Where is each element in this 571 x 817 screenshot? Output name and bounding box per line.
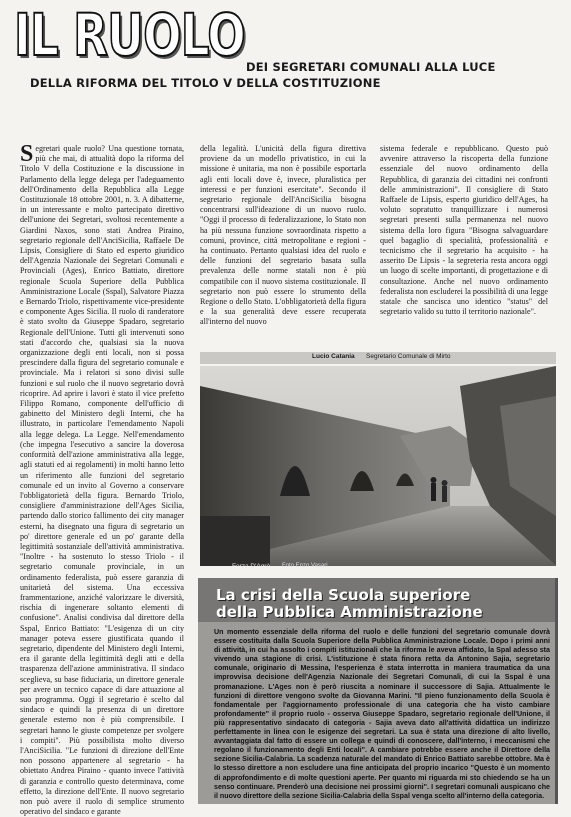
photo-caption: Forza D'Agrò [232, 563, 271, 570]
sidebar-text: Un momento essenziale della riforma del ruolo e delle funzioni del segretario comunale dovrà essere costituita dalla Scuola Superiore della Pubblica Amministrazione Locale. Dopo i primi anni di attività, in cui ha assolto i compiti istituzionali che la riforma le aveva affidato, la Spal adesso sta vivendo una stagione di crisi. L'istituzione è stata finora retta da Antonino Sajia, segretario comunale, originario di Messina, l'esperienza è stata interrotta in maniera traumatica da una improvvisa decisione dell'Agenzia Nazionale dei Segretari Comunali, di cui la Sspal è una promanazione. L'Ages non è però riuscita a nominare il successore di Sajia. Attualmente le funzioni di direttore vengono svolte da Giovanna Marini. "Il pieno funzionamento della Scuola è fondamentale per l'aggiornamento professionale di una categoria che ha visto cambiare profondamente" il proprio ruolo - osserva Giuseppe Spadaro, segretario regionale dell'Unione, il più rappresentativo sindacato di categoria - Sajia aveva dato all'attività didattica un indirizzo perfettamente in linea con le esigenze dei segretari. La sua è stata una direzione di alto livello, avvantaggiata dal fatto di essere un collega e quindi di conoscere, dall'interno, i meccanismi che regolano il funzionamento degli Enti locali". A cambiare potrebbe essere anche il Direttore della sezione Sicilia-Calabria. La scadenza naturale del mandato di Enrico Battiato sarebbe ottobre. Ma è lo stesso direttore a non escludere una fine anticipata del proprio incarico "Questo è un momento di approfondimento e di molte questioni aperte. Per quanto mi riguarda mi sto chiedendo se ha un senso continuare. Prenderò una decisione nei prossimi giorni". I segretari comunali auspicano che il nuovo direttore della sezione Sicilia-Calabria della Sspal venga scelto all'interno della categoria. [214, 628, 550, 800]
drop-cap: S [20, 141, 34, 167]
photo-illustration [200, 366, 556, 566]
headline-line-2: DELLA RIFORMA DEL TITOLO V DELLA COSTITUZIONE [30, 76, 381, 90]
author-role: Segretario Comunale di Mirto [366, 353, 451, 360]
author-name: Lucio Catania [312, 353, 355, 360]
sidebar-shadow-edge [555, 578, 558, 804]
sidebar-title-line-1: La crisi della Scuola superiore [216, 586, 471, 604]
article-column-1 [20, 141, 184, 817]
headline-line-1: DEI SEGRETARI COMUNALI ALLA LUCE [246, 60, 496, 74]
sidebar-title-line-2: della Pubblica Amministrazione [216, 603, 483, 621]
headline-main: IL RUOLO [14, 1, 245, 69]
article-column-2: della legalità. L'unicità della figura direttiva proviene da un modello privatistico, in cui la missione è unitaria, ma non è possibile esportarla agli enti locali dove è, invece, pluralistica per interessi e per funzioni esercitate". Secondo il segretario regionale dell'AnciSicilia bisogna concentrarsi sull'ideazione di un nuovo ruolo. "Oggi il processo di federalizzazione, lo Stato non ha più nessuna funzione sovraordinata rispetto a comuni, province, città metropolitane e regioni - ha continuato. Pertanto qualsiasi idea del ruolo e delle funzioni del segretario basata sulla prevalenza delle norme statali non è più compatibile con il nuovo sistema costituzionale. Il segretario non può essere lo strumento della Regione o dello Stato. L'obbligatorietà della figura e la sua generalità deve essere recuperata all'interno del nuovo [200, 144, 366, 327]
article-column-3: sistema federale e repubblicano. Questo può avvenire attraverso la riscoperta della funzione essenziale del nuovo ordinamento della Repubblica, di garanzia dei cittadini nei confronti delle amministrazioni". Il consigliere di Stato Raffaele de Lipsis, esperto giuridico dell'Ages, ha voluto sopratutto tranquillizzare i numerosi segretari presenti sulla permanenza nel nuovo sistema della loro figura "Bisogna salvaguardare quel bagaglio di specialità, professionalità e tecnicismo che il segretario ha acquisito - ha asserito De Lipsis - la segreteria resta ancora oggi un luogo di scelte importanti, di progettazione e di consultazione. Anche nel nuovo ordinamento federalista non escluderei la possibilità di una legge statale che sancisca uno identico "status" del segretario valido su tutto il territorio nazionale". [380, 144, 548, 317]
village-street-photo [200, 366, 556, 566]
photo-credit: Foto Enzo Vasari [282, 563, 328, 569]
article-column-1-text: egretari quale ruolo? Una questione tornata, più che mai, di attualità dopo la riforma del Titolo V della Costituzione e la discussione in Parlamento della legge delega per l'adeguamento dell'Ordinamento della Repubblica alla Legge Costituzionale 18 ottobre 2001, n. 3. A dibatterne, in un interessante e molto partecipato direttivo dell'unione dei Segretari, svoltosi recentemente a Giardini Naxos, sono stati Andrea Piraino, segretario regionale dell'AnciSicilia, Raffaele De Lipsis, Consigliere di Stato ed esperto giuridico dell'Agenzia Nazionale dei Segretari Comunali e Provinciali (Ages), Enrico Battiato, direttore regionale Scuola Superiore della Pubblica Amministrazione Locale (Sspal), Salvatore Piazza e Bernardo Triolo, rispettivamente vice-presidente e componente Ages Sicilia. Il ruolo di randeratore è stato svolto da Giuseppe Spadaro, segretario Regionale dell'Unione. Tutti gli intervenuti sono stati d'accordo che, qualsiasi sia la nuova organizzazione degli enti locali, non si possa prescindere dalla figura del segretario comunale e provinciale. Ma i relatori si sono divisi sulle funzioni e sul ruolo che il nuovo segretario dovrà ricoprire. Ad aprire i lavori è stato il vice prefetto Filippo Romano, componente dell'ufficio di gabinetto del Ministero degli Interni, che ha illustrato, in particolare l'emendamento Napoli alla legge delega. La Legge. Nell'emendamento (che impegna l'esecutivo a sancire la doverosa conformità dell'azione amministrativa alla legge, agli statuti ed ai regolamenti) in molti hanno letto un riferimento alle funzioni del segretario comunale ed un invito al Governo a conservare l'obbligatorietà della figura. Bernardo Triolo, consigliere d'amministrazione dell'Ages Sicilia, partendo dallo storico fallimento dei city manager esterni, ha disegnato una figura di segretario un po' direttore generale ed un po' garante della legittimità sostanziale dell'attività amministrativa. "Inoltre - ha sostenuto lo stesso Triolo - il segretario comunale provinciale, in un ordinamento federalista, può essere garanzia di unitarietà del sistema. Una eccessiva frammentazione, anziché valorizzare le diversità, rischia di ingenerare soltanto elementi di confusione". Analisi condivisa dal direttore della Sspal, Enrico Battiato: "L'esigenza di un city manager poteva essere giustificata quando il segretario, dipendente del Ministero degli Interni, era il garante della legittimità degli atti e della trasparenza dell'azione amministrativa. Il sindaco sceglieva, su base fiduciaria, un direttore generale per avere un tecnico capace di dare attuazione al suo programma. Oggi il segretario è scelto dal sindaco e quindi la presenza di un direttore generale esterno non è più comprensibile. I segretari hanno le giuste competenze per svolgere i compiti". Più possibilista molto diverso l'AnciSicilia. "Le funzioni di direzione dell'Ente non possono appartenere al segretario - ha obiettato Andrea Piraino - quanto invece l'attività di garanzia e controllo questo determinava, come effetto, la direzione dell'Ente. Il nuovo segretario non può avere il ruolo di semplice strumento operativo del sindaco e garante [20, 144, 184, 817]
